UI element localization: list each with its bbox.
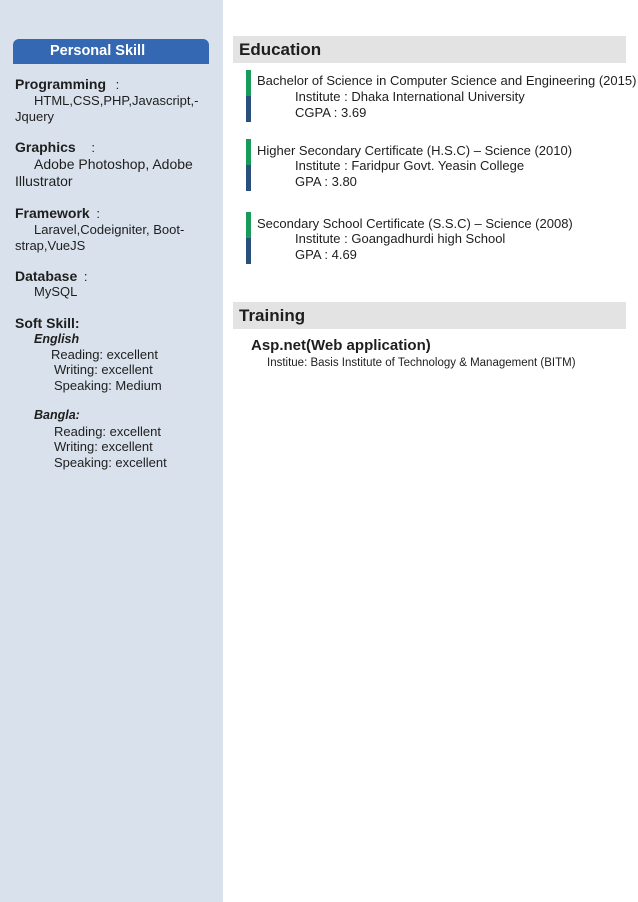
graphics-value-line1: Adobe Photoshop, Adobe (34, 156, 193, 172)
programming-value (15, 93, 215, 125)
graphics-value-line2: Illustrator (15, 173, 73, 189)
framework-value-line1: Laravel,Codeigniter, Boot- (34, 222, 185, 237)
bangla-reading: Reading: excellent (54, 424, 161, 439)
framework-value-line2: strap,VueJS (15, 238, 86, 253)
graphics-value (15, 156, 215, 190)
personal-skill-title: Personal Skill (50, 43, 146, 59)
education-degree: Higher Secondary Certificate (H.S.C) – Science (2010) (257, 143, 573, 158)
graphics-block (15, 139, 215, 156)
programming-label: Programming (15, 76, 107, 92)
training-institute: Institue: Basis Institute of Technology & Management (BITM) (267, 357, 576, 369)
education-marker (246, 139, 251, 191)
graphics-label: Graphics (15, 139, 76, 155)
programming-block (15, 76, 215, 93)
sidebar (0, 0, 223, 902)
english-speaking: Speaking: Medium (54, 378, 162, 393)
programming-sep: : (115, 77, 120, 92)
framework-label: Framework (15, 205, 90, 221)
database-value (15, 284, 215, 300)
framework-block (15, 205, 215, 222)
education-institute: Institute : Dhaka International University (295, 89, 525, 104)
framework-value (15, 222, 215, 254)
education-grade: CGPA : 3.69 (295, 105, 367, 120)
education-grade: GPA : 4.69 (295, 247, 357, 262)
graphics-sep: : (91, 140, 95, 155)
soft-skill-label: Soft Skill: (15, 315, 80, 331)
education-grade: GPA : 3.80 (295, 174, 357, 189)
education-header (233, 36, 626, 63)
bangla-label: Bangla: (34, 408, 80, 422)
education-marker (246, 70, 251, 122)
bangla-speaking: Speaking: excellent (54, 455, 167, 470)
english-label: English (34, 332, 80, 346)
education-title: Education (239, 40, 322, 59)
english-writing: Writing: excellent (54, 362, 153, 377)
programming-value-line1: HTML,CSS,PHP,Javascript,- (34, 93, 199, 108)
education-institute: Institute : Faridpur Govt. Yeasin College (295, 158, 525, 173)
training-title: Training (239, 306, 306, 325)
database-block (15, 268, 215, 285)
english-reading: Reading: excellent (51, 347, 158, 362)
education-degree: Secondary School Certificate (S.S.C) – Science (2008) (257, 216, 573, 231)
bangla-writing: Writing: excellent (54, 439, 153, 454)
education-marker (246, 212, 251, 264)
personal-skill-header (13, 39, 209, 64)
education-institute: Institute : Goangadhurdi high School (295, 231, 506, 246)
training-header (233, 302, 626, 329)
education-degree: Bachelor of Science in Computer Science and Engineering (2015) (257, 73, 637, 88)
programming-value-line2: Jquery (15, 109, 55, 124)
database-sep: : (83, 269, 88, 284)
database-value-line1: MySQL (34, 284, 78, 299)
database-label: Database (15, 268, 78, 284)
training-course: Asp.net(Web application) (251, 337, 431, 354)
framework-sep: : (96, 206, 100, 221)
